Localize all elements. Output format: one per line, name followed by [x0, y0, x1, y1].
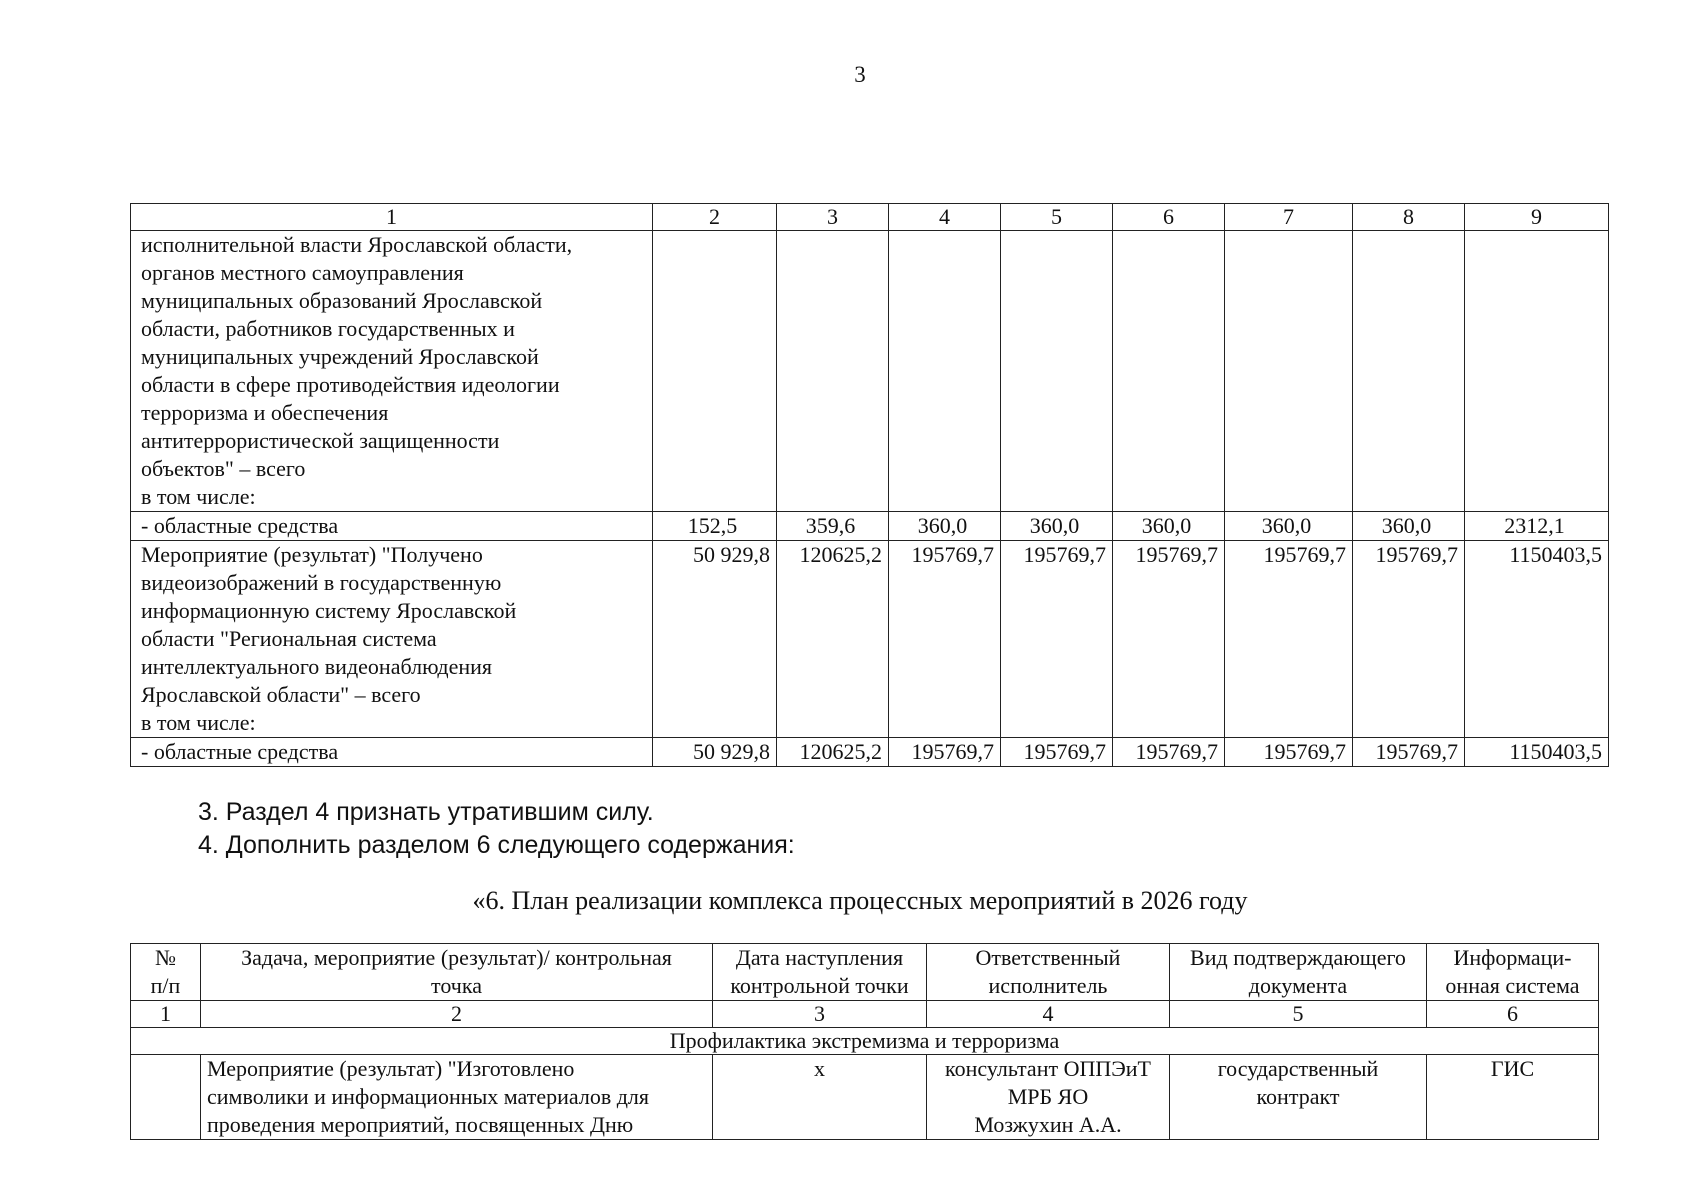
column-number-cell: 2: [201, 1001, 713, 1028]
plan-table: [130, 943, 1599, 1140]
header-cell-task: Задача, мероприятие (результат)/ контрольная точка: [201, 944, 713, 1001]
value-cell: 195769,7: [1001, 738, 1113, 767]
value-cell: [653, 231, 777, 512]
paragraph-item-4: 4. Дополнить разделом 6 следующего содержания:: [198, 831, 795, 859]
column-number-cell: 3: [713, 1001, 927, 1028]
value-cell: 50 929,8: [653, 541, 777, 738]
column-number-cell: 6: [1427, 1001, 1599, 1028]
table-row: [131, 1055, 1599, 1140]
responsible-cell: консультант ОППЭиТ МРБ ЯО Мозжухин А.А.: [927, 1055, 1170, 1140]
funding-header-cell: 2: [653, 204, 777, 231]
value-cell: 195769,7: [1113, 738, 1225, 767]
value-cell: [1001, 231, 1113, 512]
group-title: Профилактика экстремизма и терроризма: [131, 1028, 1599, 1055]
column-number-cell: 4: [927, 1001, 1170, 1028]
value-cell: 195769,7: [889, 738, 1001, 767]
row-description: Мероприятие (результат) "Получено видеоизображений в государственную информационную систему Ярославской области "Региональная система интеллектуального видеонаблюдения Ярославской области" – всего в том числе:: [131, 541, 653, 738]
funding-table: [130, 203, 1609, 767]
value-cell: [1225, 231, 1353, 512]
value-cell: 50 929,8: [653, 738, 777, 767]
header-cell-system: Информаци- онная система: [1427, 944, 1599, 1001]
funding-header-cell: 4: [889, 204, 1001, 231]
table-row: [131, 541, 1609, 738]
value-cell: 360,0: [1353, 512, 1465, 541]
value-cell: [889, 231, 1001, 512]
paragraph-item-3: 3. Раздел 4 признать утратившим силу.: [198, 798, 654, 826]
plan-table-header-row: [131, 944, 1599, 1001]
table-row: [131, 738, 1609, 767]
value-cell: 195769,7: [889, 541, 1001, 738]
task-cell: Мероприятие (результат) "Изготовлено символики и информационных материалов для проведения мероприятий, посвященных Дню: [201, 1055, 713, 1140]
value-cell: 195769,7: [1113, 541, 1225, 738]
value-cell: 195769,7: [1225, 541, 1353, 738]
funding-header-cell: 6: [1113, 204, 1225, 231]
plan-table-column-numbers: [131, 1001, 1599, 1028]
value-cell: 152,5: [653, 512, 777, 541]
value-cell: 1150403,5: [1465, 541, 1609, 738]
document-cell: государственный контракт: [1170, 1055, 1427, 1140]
funding-header-cell: 5: [1001, 204, 1113, 231]
value-cell: 359,6: [777, 512, 889, 541]
value-cell: 120625,2: [777, 541, 889, 738]
column-number-cell: 1: [131, 1001, 201, 1028]
value-cell: 1150403,5: [1465, 738, 1609, 767]
header-cell-number: № п/п: [131, 944, 201, 1001]
system-cell: ГИС: [1427, 1055, 1599, 1140]
section-title: «6. План реализации комплекса процессных мероприятий в 2026 году: [472, 886, 1248, 915]
value-cell: 360,0: [889, 512, 1001, 541]
row-description: - областные средства: [131, 512, 653, 541]
value-cell: 120625,2: [777, 738, 889, 767]
funding-header-cell: 1: [131, 204, 653, 231]
plan-table-group-row: [131, 1028, 1599, 1055]
row-number-cell: [131, 1055, 201, 1140]
value-cell: 195769,7: [1353, 541, 1465, 738]
value-cell: 2312,1: [1465, 512, 1609, 541]
value-cell: [1465, 231, 1609, 512]
table-row: [131, 512, 1609, 541]
page-number: 3: [854, 62, 866, 87]
funding-table-header-row: [131, 204, 1609, 231]
value-cell: 360,0: [1113, 512, 1225, 541]
row-description: исполнительной власти Ярославской области, органов местного самоуправления муниципальных образований Ярославской области, работников государственных и муниципальных учреждений Ярославской области в сфере противодействия идеологии терроризма и обеспечения антитеррористической защищенности объектов" – всего в том числе:: [131, 231, 653, 512]
funding-header-cell: 7: [1225, 204, 1353, 231]
value-cell: 195769,7: [1225, 738, 1353, 767]
header-cell-responsible: Ответственный исполнитель: [927, 944, 1170, 1001]
value-cell: 195769,7: [1353, 738, 1465, 767]
value-cell: [1113, 231, 1225, 512]
table-row: [131, 231, 1609, 512]
funding-header-cell: 3: [777, 204, 889, 231]
date-cell: х: [713, 1055, 927, 1140]
funding-header-cell: 8: [1353, 204, 1465, 231]
value-cell: 195769,7: [1001, 541, 1113, 738]
funding-header-cell: 9: [1465, 204, 1609, 231]
value-cell: [1353, 231, 1465, 512]
header-cell-document: Вид подтверждающего документа: [1170, 944, 1427, 1001]
value-cell: [777, 231, 889, 512]
value-cell: 360,0: [1225, 512, 1353, 541]
value-cell: 360,0: [1001, 512, 1113, 541]
column-number-cell: 5: [1170, 1001, 1427, 1028]
row-description: - областные средства: [131, 738, 653, 767]
header-cell-date: Дата наступления контрольной точки: [713, 944, 927, 1001]
